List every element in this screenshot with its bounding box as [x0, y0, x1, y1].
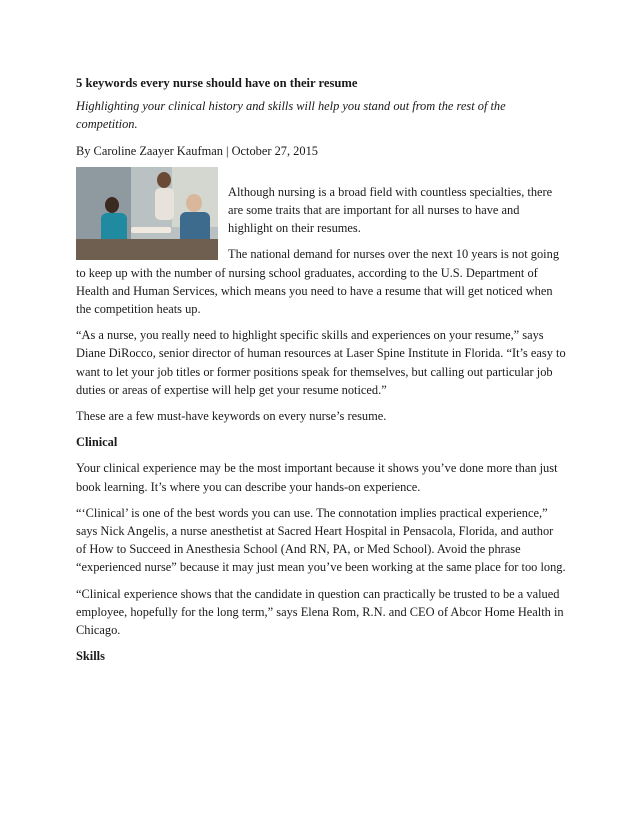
intro-paragraph-3: “As a nurse, you really need to highlight specific skills and experiences on your resume,” says Diane DiRocco, senior director of human resources at Laser Spine Institute in Florida. “It’s easy to want to let your job titles or former positions speak for themselves, but calling out particular job duties or areas of expertise will help get your resume noticed.”	[76, 328, 566, 397]
nurses-photo	[76, 167, 218, 260]
clinical-paragraph-3: “Clinical experience shows that the candidate in question can practically be trusted to be a valued employee, hopefully for the long term,” says Elena Rom, R.N. and CEO of Abcor Home Health in Chicago.	[76, 586, 564, 638]
clinical-paragraph-2: “‘Clinical’ is one of the best words you can use. The connotation implies practical experience,” says Nick Angelis, a nurse anesthetist at Sacred Heart Hospital in Pensacola, Florida, and author of How to Succeed in Anesthesia School (And RN, PA, or Med School). Avoid the phrase “experienced nurse” because it may just mean you’ve been working at the same place for too long.	[76, 505, 566, 575]
nurses-photo-illustration	[76, 167, 218, 260]
section-heading-skills: Skills	[76, 649, 105, 664]
section-heading-clinical: Clinical	[76, 435, 118, 450]
article-subtitle: Highlighting your clinical history and skills will help you stand out from the rest of the competition.	[76, 99, 506, 132]
intro-paragraph-2: The national demand for nurses over the next 10 years is not going to keep up with the number of nursing school graduates, according to the U.S. Department of Health and Human Services, which means you need to have a resume that will get noticed when the competition heats up.	[76, 247, 560, 317]
article-title: 5 keywords every nurse should have on their resume	[76, 76, 358, 90]
article-byline: By Caroline Zaayer Kaufman | October 27, 2015	[76, 143, 318, 158]
article	[76, 74, 566, 673]
intro-paragraph-1: Although nursing is a broad field with countless specialties, there are some traits that are important for all nurses to have and highlight on their resumes.	[228, 184, 553, 236]
intro-paragraph-4: These are a few must-have keywords on every nurse’s resume.	[76, 409, 387, 424]
clinical-paragraph-1: Your clinical experience may be the most important because it shows you’ve done more than just book learning. It’s where you can describe your hands-on experience.	[76, 461, 558, 494]
